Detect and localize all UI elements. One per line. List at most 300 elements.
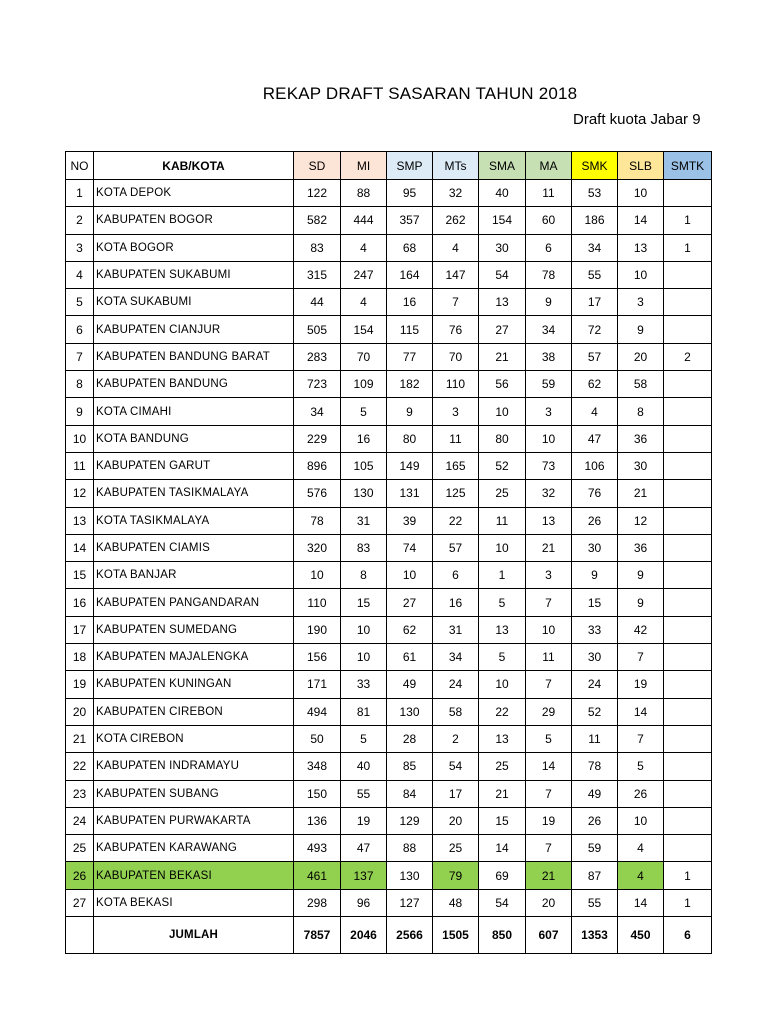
quota-cell: 15 (341, 589, 387, 616)
quota-cell: 15 (479, 807, 526, 834)
quota-cell (664, 261, 712, 288)
quota-cell (664, 589, 712, 616)
total-cell: 2566 (387, 917, 433, 954)
column-header: SLB (618, 152, 664, 180)
quota-cell: 70 (433, 343, 479, 370)
quota-cell: 26 (618, 780, 664, 807)
quota-cell: 1 (664, 889, 712, 916)
quota-cell: 9 (618, 589, 664, 616)
quota-cell: 47 (341, 835, 387, 862)
quota-cell (664, 644, 712, 671)
quota-cell: 30 (572, 644, 618, 671)
quota-cell: 76 (572, 480, 618, 507)
row-number: 14 (66, 534, 94, 561)
table-row (66, 480, 712, 507)
quota-cell: 49 (387, 671, 433, 698)
table-row (66, 780, 712, 807)
quota-cell (664, 452, 712, 479)
quota-cell: 582 (294, 207, 341, 234)
recap-table (65, 151, 712, 954)
quota-cell: 10 (387, 562, 433, 589)
quota-cell: 85 (387, 753, 433, 780)
quota-cell: 5 (618, 753, 664, 780)
quota-cell: 283 (294, 343, 341, 370)
quota-cell: 22 (479, 698, 526, 725)
quota-cell: 109 (341, 371, 387, 398)
quota-cell: 96 (341, 889, 387, 916)
region-name: KABUPATEN CIREBON (94, 698, 294, 725)
table-row (66, 589, 712, 616)
row-number: 10 (66, 425, 94, 452)
row-number: 25 (66, 835, 94, 862)
quota-cell: 30 (572, 534, 618, 561)
region-name: KOTA BEKASI (94, 889, 294, 916)
table-row (66, 398, 712, 425)
quota-cell: 22 (433, 507, 479, 534)
table-row (66, 371, 712, 398)
quota-cell: 33 (341, 671, 387, 698)
quota-cell: 38 (526, 343, 572, 370)
quota-cell: 80 (387, 425, 433, 452)
region-name: KABUPATEN BANDUNG (94, 371, 294, 398)
table-header-row (66, 152, 712, 180)
quota-cell: 493 (294, 835, 341, 862)
total-cell: 6 (664, 917, 712, 954)
quota-cell: 10 (294, 562, 341, 589)
quota-cell: 49 (572, 780, 618, 807)
quota-cell: 30 (618, 452, 664, 479)
quota-cell: 21 (526, 534, 572, 561)
quota-cell: 27 (387, 589, 433, 616)
table-row (66, 207, 712, 234)
column-header: SMTK (664, 152, 712, 180)
quota-cell: 461 (294, 862, 341, 889)
total-cell: 450 (618, 917, 664, 954)
quota-cell: 31 (341, 507, 387, 534)
column-header: MA (526, 152, 572, 180)
quota-cell: 1 (664, 207, 712, 234)
quota-cell: 505 (294, 316, 341, 343)
table-row (66, 807, 712, 834)
quota-cell: 57 (572, 343, 618, 370)
quota-cell: 25 (479, 753, 526, 780)
quota-cell: 30 (479, 234, 526, 261)
quota-cell: 5 (479, 589, 526, 616)
quota-cell: 4 (341, 289, 387, 316)
quota-cell: 5 (526, 725, 572, 752)
quota-cell: 55 (341, 780, 387, 807)
quota-cell: 11 (526, 180, 572, 207)
quota-cell: 40 (479, 180, 526, 207)
quota-cell: 21 (618, 480, 664, 507)
quota-cell: 298 (294, 889, 341, 916)
quota-cell: 36 (618, 425, 664, 452)
quota-cell: 4 (618, 835, 664, 862)
quota-cell: 896 (294, 452, 341, 479)
quota-cell: 53 (572, 180, 618, 207)
column-header: SMP (387, 152, 433, 180)
table-row (66, 835, 712, 862)
table-row (66, 698, 712, 725)
quota-cell: 2 (664, 343, 712, 370)
quota-cell: 19 (618, 671, 664, 698)
total-cell: 850 (479, 917, 526, 954)
quota-cell: 34 (433, 644, 479, 671)
quota-cell (664, 616, 712, 643)
quota-cell (664, 671, 712, 698)
quota-cell: 14 (618, 698, 664, 725)
quota-cell: 4 (341, 234, 387, 261)
row-number: 21 (66, 725, 94, 752)
region-name: KABUPATEN SUBANG (94, 780, 294, 807)
quota-cell: 229 (294, 425, 341, 452)
quota-cell: 79 (433, 862, 479, 889)
region-name: KOTA BANJAR (94, 562, 294, 589)
quota-cell: 78 (526, 261, 572, 288)
quota-cell: 58 (433, 698, 479, 725)
quota-cell: 186 (572, 207, 618, 234)
row-number: 2 (66, 207, 94, 234)
quota-cell: 12 (618, 507, 664, 534)
quota-cell (664, 807, 712, 834)
row-number: 5 (66, 289, 94, 316)
row-number: 24 (66, 807, 94, 834)
quota-cell: 723 (294, 371, 341, 398)
quota-cell: 24 (572, 671, 618, 698)
region-name: KABUPATEN KARAWANG (94, 835, 294, 862)
quota-cell: 9 (387, 398, 433, 425)
quota-cell: 7 (526, 780, 572, 807)
total-cell: 2046 (341, 917, 387, 954)
document-title: REKAP DRAFT SASARAN TAHUN 2018 (262, 84, 578, 103)
row-number: 13 (66, 507, 94, 534)
row-number: 8 (66, 371, 94, 398)
quota-cell: 494 (294, 698, 341, 725)
quota-cell (664, 425, 712, 452)
region-name: KABUPATEN BEKASI (94, 862, 294, 889)
quota-cell: 106 (572, 452, 618, 479)
quota-cell (664, 534, 712, 561)
column-header: NO (66, 152, 94, 180)
quota-cell: 130 (387, 698, 433, 725)
quota-cell: 7 (618, 725, 664, 752)
quota-cell (664, 780, 712, 807)
quota-cell: 147 (433, 261, 479, 288)
quota-cell: 72 (572, 316, 618, 343)
quota-cell: 6 (433, 562, 479, 589)
quota-cell: 20 (618, 343, 664, 370)
table-row (66, 507, 712, 534)
quota-cell: 55 (572, 889, 618, 916)
table-row (66, 725, 712, 752)
quota-cell: 110 (433, 371, 479, 398)
quota-cell: 262 (433, 207, 479, 234)
quota-cell: 4 (618, 862, 664, 889)
quota-cell: 9 (618, 562, 664, 589)
quota-cell: 8 (618, 398, 664, 425)
row-number: 1 (66, 180, 94, 207)
quota-cell: 13 (526, 507, 572, 534)
quota-cell: 44 (294, 289, 341, 316)
quota-cell: 68 (387, 234, 433, 261)
quota-cell: 9 (526, 289, 572, 316)
quota-cell: 127 (387, 889, 433, 916)
quota-cell: 13 (479, 725, 526, 752)
quota-cell: 315 (294, 261, 341, 288)
quota-cell: 156 (294, 644, 341, 671)
quota-cell: 3 (526, 562, 572, 589)
table-row (66, 644, 712, 671)
quota-cell: 6 (526, 234, 572, 261)
table-row (66, 562, 712, 589)
quota-cell: 42 (618, 616, 664, 643)
table-row (66, 534, 712, 561)
region-name: KOTA BOGOR (94, 234, 294, 261)
region-name: KOTA BANDUNG (94, 425, 294, 452)
quota-cell: 52 (479, 452, 526, 479)
quota-cell: 52 (572, 698, 618, 725)
table-row (66, 234, 712, 261)
quota-cell: 40 (341, 753, 387, 780)
quota-cell: 15 (572, 589, 618, 616)
region-name: KABUPATEN KUNINGAN (94, 671, 294, 698)
quota-cell: 154 (479, 207, 526, 234)
quota-cell: 32 (433, 180, 479, 207)
quota-cell: 10 (526, 616, 572, 643)
quota-cell: 60 (526, 207, 572, 234)
total-cell: 607 (526, 917, 572, 954)
quota-cell: 9 (618, 316, 664, 343)
table-row (66, 452, 712, 479)
quota-cell: 21 (479, 780, 526, 807)
quota-cell: 39 (387, 507, 433, 534)
quota-cell: 122 (294, 180, 341, 207)
quota-cell: 131 (387, 480, 433, 507)
quota-cell: 16 (387, 289, 433, 316)
quota-cell: 11 (479, 507, 526, 534)
table-row (66, 889, 712, 916)
quota-cell (664, 180, 712, 207)
quota-cell: 5 (341, 398, 387, 425)
quota-cell: 34 (526, 316, 572, 343)
quota-cell: 54 (433, 753, 479, 780)
quota-cell: 55 (572, 261, 618, 288)
row-number: 19 (66, 671, 94, 698)
row-number: 18 (66, 644, 94, 671)
quota-cell: 77 (387, 343, 433, 370)
row-number: 26 (66, 862, 94, 889)
row-number: 20 (66, 698, 94, 725)
quota-cell: 28 (387, 725, 433, 752)
quota-cell: 83 (341, 534, 387, 561)
quota-cell: 10 (618, 807, 664, 834)
row-number: 17 (66, 616, 94, 643)
quota-cell: 125 (433, 480, 479, 507)
column-header: MI (341, 152, 387, 180)
quota-cell: 32 (526, 480, 572, 507)
quota-cell: 59 (572, 835, 618, 862)
quota-cell: 10 (618, 180, 664, 207)
quota-cell: 84 (387, 780, 433, 807)
region-name: KABUPATEN INDRAMAYU (94, 753, 294, 780)
quota-cell (664, 725, 712, 752)
quota-cell: 54 (479, 889, 526, 916)
row-number: 6 (66, 316, 94, 343)
quota-cell: 74 (387, 534, 433, 561)
column-header: KAB/KOTA (94, 152, 294, 180)
quota-cell: 25 (479, 480, 526, 507)
quota-cell (664, 507, 712, 534)
quota-cell: 1 (479, 562, 526, 589)
column-header: SMA (479, 152, 526, 180)
quota-cell: 20 (526, 889, 572, 916)
quota-cell: 69 (479, 862, 526, 889)
region-name: KOTA SUKABUMI (94, 289, 294, 316)
quota-cell: 33 (572, 616, 618, 643)
table-row (66, 180, 712, 207)
region-name: KABUPATEN BANDUNG BARAT (94, 343, 294, 370)
quota-cell: 78 (294, 507, 341, 534)
quota-cell: 10 (618, 261, 664, 288)
row-number: 23 (66, 780, 94, 807)
quota-cell: 48 (433, 889, 479, 916)
quota-cell: 16 (341, 425, 387, 452)
quota-cell: 130 (387, 862, 433, 889)
quota-cell: 25 (433, 835, 479, 862)
quota-cell: 115 (387, 316, 433, 343)
quota-cell: 137 (341, 862, 387, 889)
quota-cell: 3 (433, 398, 479, 425)
quota-cell: 9 (572, 562, 618, 589)
quota-cell: 10 (479, 671, 526, 698)
region-name: KABUPATEN BOGOR (94, 207, 294, 234)
quota-cell: 47 (572, 425, 618, 452)
quota-cell: 83 (294, 234, 341, 261)
total-label: JUMLAH (94, 917, 294, 954)
table-row (66, 425, 712, 452)
region-name: KABUPATEN MAJALENGKA (94, 644, 294, 671)
quota-cell: 110 (294, 589, 341, 616)
quota-cell: 576 (294, 480, 341, 507)
quota-cell: 58 (618, 371, 664, 398)
region-name: KABUPATEN CIAMIS (94, 534, 294, 561)
row-number: 11 (66, 452, 94, 479)
quota-cell: 56 (479, 371, 526, 398)
quota-cell (664, 480, 712, 507)
row-number: 27 (66, 889, 94, 916)
quota-cell: 26 (572, 807, 618, 834)
quota-cell: 62 (387, 616, 433, 643)
quota-cell: 348 (294, 753, 341, 780)
quota-cell (664, 562, 712, 589)
region-name: KABUPATEN SUKABUMI (94, 261, 294, 288)
quota-cell: 95 (387, 180, 433, 207)
quota-cell: 190 (294, 616, 341, 643)
quota-cell: 165 (433, 452, 479, 479)
quota-cell: 50 (294, 725, 341, 752)
table-row (66, 261, 712, 288)
region-name: KOTA CIREBON (94, 725, 294, 752)
region-name: KOTA CIMAHI (94, 398, 294, 425)
quota-cell: 34 (572, 234, 618, 261)
quota-cell: 1 (664, 234, 712, 261)
quota-cell: 7 (618, 644, 664, 671)
quota-cell: 13 (618, 234, 664, 261)
region-name: KOTA TASIKMALAYA (94, 507, 294, 534)
total-cell: 7857 (294, 917, 341, 954)
column-header: MTs (433, 152, 479, 180)
table-row (66, 671, 712, 698)
quota-cell (664, 698, 712, 725)
quota-cell: 129 (387, 807, 433, 834)
quota-cell: 10 (341, 616, 387, 643)
quota-cell: 16 (433, 589, 479, 616)
quota-cell: 19 (341, 807, 387, 834)
quota-cell (664, 753, 712, 780)
quota-cell (664, 316, 712, 343)
draft-quota-label: Draft kuota Jabar 9 (573, 111, 701, 128)
quota-cell: 14 (479, 835, 526, 862)
row-number: 16 (66, 589, 94, 616)
quota-cell: 7 (526, 589, 572, 616)
quota-cell: 154 (341, 316, 387, 343)
quota-cell: 4 (572, 398, 618, 425)
quota-cell: 1 (664, 862, 712, 889)
total-cell: 1505 (433, 917, 479, 954)
quota-cell: 150 (294, 780, 341, 807)
row-number: 15 (66, 562, 94, 589)
quota-cell: 27 (479, 316, 526, 343)
quota-cell (664, 398, 712, 425)
quota-cell: 10 (341, 644, 387, 671)
row-number: 12 (66, 480, 94, 507)
row-number: 3 (66, 234, 94, 261)
region-name: KABUPATEN PANGANDARAN (94, 589, 294, 616)
quota-cell: 11 (526, 644, 572, 671)
quota-cell: 21 (526, 862, 572, 889)
quota-cell: 70 (341, 343, 387, 370)
total-row-number (66, 917, 94, 954)
quota-cell: 62 (572, 371, 618, 398)
quota-cell: 57 (433, 534, 479, 561)
quota-cell: 8 (341, 562, 387, 589)
table-row (66, 753, 712, 780)
quota-cell: 136 (294, 807, 341, 834)
quota-cell: 7 (433, 289, 479, 316)
quota-cell: 73 (526, 452, 572, 479)
quota-cell: 105 (341, 452, 387, 479)
quota-cell (664, 835, 712, 862)
column-header: SD (294, 152, 341, 180)
quota-cell: 149 (387, 452, 433, 479)
region-name: KABUPATEN GARUT (94, 452, 294, 479)
quota-cell: 61 (387, 644, 433, 671)
total-row (66, 917, 712, 954)
quota-cell: 26 (572, 507, 618, 534)
quota-cell: 36 (618, 534, 664, 561)
quota-cell: 13 (479, 616, 526, 643)
quota-cell: 130 (341, 480, 387, 507)
quota-cell: 11 (572, 725, 618, 752)
quota-cell: 13 (479, 289, 526, 316)
quota-cell: 11 (433, 425, 479, 452)
quota-cell: 320 (294, 534, 341, 561)
table-row (66, 289, 712, 316)
region-name: KABUPATEN TASIKMALAYA (94, 480, 294, 507)
quota-cell: 17 (433, 780, 479, 807)
region-name: KABUPATEN SUMEDANG (94, 616, 294, 643)
quota-cell: 2 (433, 725, 479, 752)
